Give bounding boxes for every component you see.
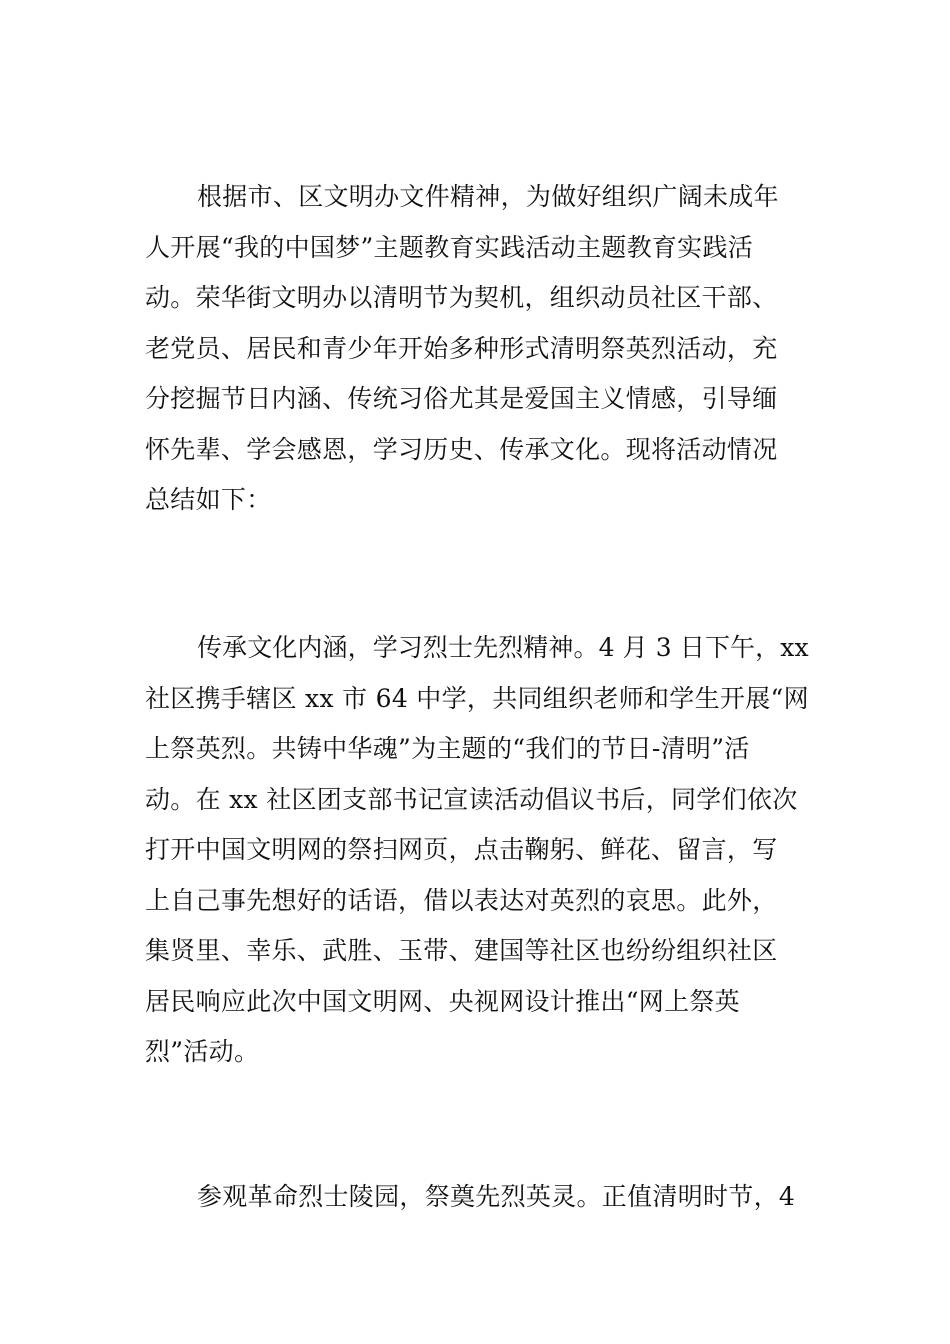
paragraph-line: 集贤里、幸乐、武胜、玉带、建国等社区也纷纷组织社区 xyxy=(145,936,778,965)
paragraph-line: 参观革命烈士陵园，祭奠先烈英灵。正值清明时节，4 xyxy=(197,1182,796,1211)
paragraph-line: 人开展“我的中国梦”主题教育实践活动主题教育实践活 xyxy=(145,232,754,262)
paragraph-line: 打开中国文明网的祭扫网页，点击鞠躬、鲜花、留言，写 xyxy=(145,835,778,864)
paragraph-line: 分挖掘节日内涵、传统习俗尤其是爱国主义情感，引导缅 xyxy=(145,384,778,413)
paragraph-cemetery-visit xyxy=(145,1172,810,1223)
paragraph-intro xyxy=(145,172,810,526)
paragraph-line: 传承文化内涵，学习烈士先烈精神。4 月 3 日下午，xx xyxy=(197,633,809,662)
paragraph-line: 烈”活动。 xyxy=(145,1037,260,1066)
paragraph-line: 社区携手辖区 xx 市 64 中学，共同组织老师和学生开展“网 xyxy=(145,683,809,713)
paragraph-line: 根据市、区文明办文件精神，为做好组织广阔未成年 xyxy=(197,182,779,211)
paragraph-line: 动。在 xx 社区团支部书记宣读活动倡议书后，同学们依次 xyxy=(145,784,798,814)
paragraph-online-tribute xyxy=(145,623,810,1078)
paragraph-line: 上祭英烈。共铸中华魂”为主题的“我们的节日-清明”活 xyxy=(145,734,750,763)
paragraph-line: 上自己事先想好的话语，借以表达对英烈的哀思。此外， xyxy=(145,885,778,915)
paragraph-line: 动。荣华街文明办以清明节为契机，组织动员社区干部、 xyxy=(145,283,778,312)
paragraph-line: 怀先辈、学会感恩，学习历史、传承文化。现将活动情况 xyxy=(145,434,778,464)
paragraph-line: 老党员、居民和青少年开始多种形式清明祭英烈活动，充 xyxy=(145,333,778,363)
paragraph-line: 居民响应此次中国文明网、央视网设计推出“网上祭英 xyxy=(145,986,740,1016)
paragraph-line: 总结如下： xyxy=(145,485,272,514)
